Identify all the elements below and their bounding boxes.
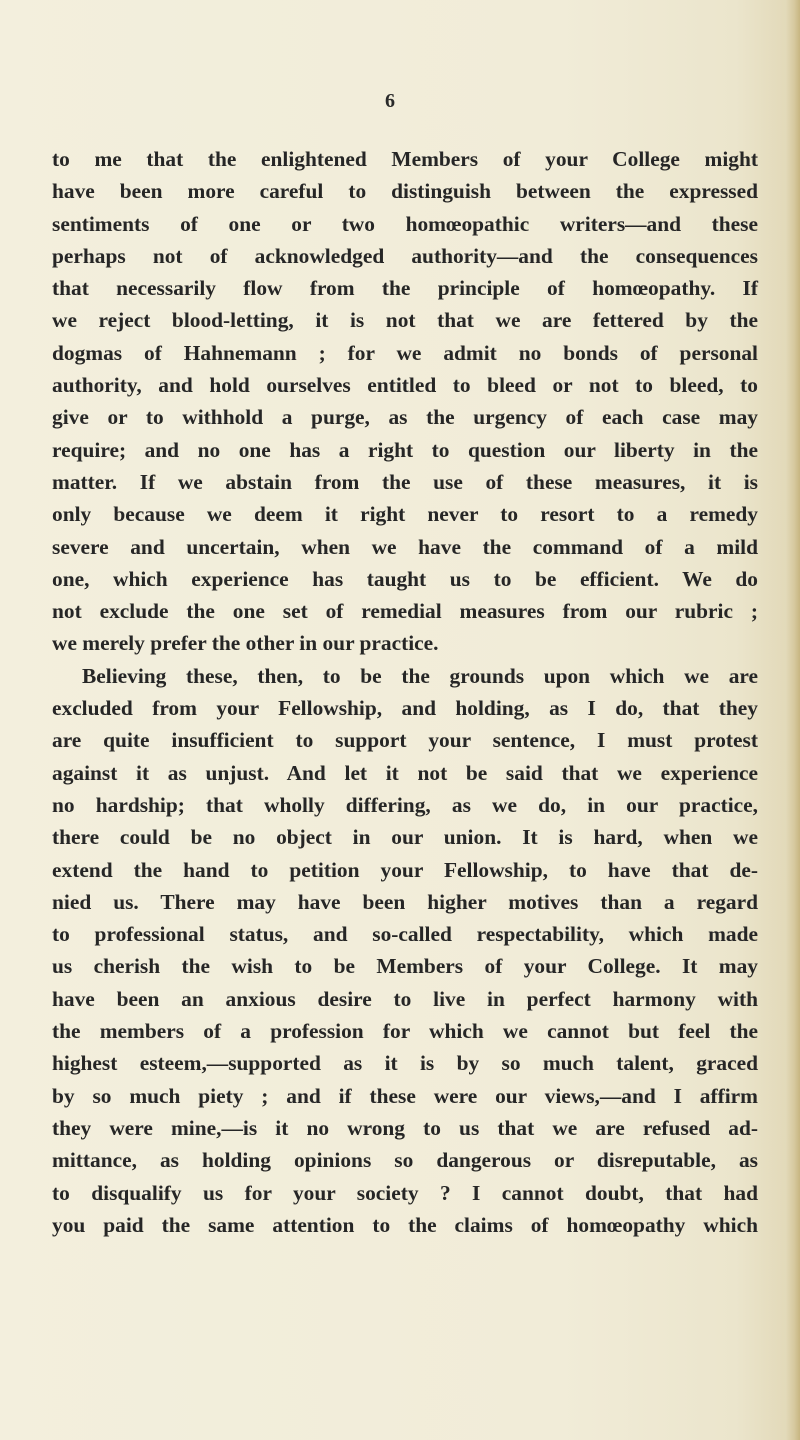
text-line: nied us. There may have been higher motives than a regard	[52, 889, 758, 914]
text-line: you paid the same attention to the claims of homœopathy which	[52, 1212, 758, 1237]
text-line: the members of a profession for which we cannot but feel the	[52, 1019, 758, 1044]
text-line: not exclude the one set of remedial measures from our rubric ;	[52, 599, 758, 624]
text-line: by so much piety ; and if these were our views,—and I affirm	[52, 1083, 758, 1108]
text-line: only because we deem it right never to resort to a remedy	[52, 502, 758, 527]
page-edge-shadow	[786, 0, 800, 1440]
text-line: give or to withhold a purge, as the urgency of each case may	[52, 405, 758, 430]
text-line: have been more careful to distinguish between the expressed	[52, 179, 758, 204]
text-line: to me that the enlightened Members of your College might	[52, 147, 758, 171]
text-line: mittance, as holding opinions so dangerous or disreputable, as	[52, 1148, 758, 1173]
text-line: matter. If we abstain from the use of these measures, it is	[52, 469, 758, 494]
text-line: to professional status, and so-called respectability, which made	[52, 922, 758, 947]
text-line: we merely prefer the other in our practice.	[52, 631, 439, 656]
text-line: have been an anxious desire to live in perfect harmony with	[52, 986, 758, 1011]
text-line: that necessarily flow from the principle of homœopathy. If	[52, 276, 758, 301]
body-text	[52, 143, 758, 1241]
text-line: excluded from your Fellowship, and holding, as I do, that they	[52, 696, 758, 721]
text-line: us cherish the wish to be Members of your College. It may	[52, 954, 758, 979]
text-line: Believing these, then, to be the grounds upon which we are	[82, 663, 758, 688]
text-line: authority, and hold ourselves entitled to bleed or not to bleed, to	[52, 373, 758, 398]
text-line: there could be no object in our union. It is hard, when we	[52, 825, 758, 850]
text-line: require; and no one has a right to question our liberty in the	[52, 437, 758, 462]
text-line: against it as unjust. And let it not be said that we experience	[52, 760, 758, 785]
text-line: perhaps not of acknowledged authority—and the consequences	[52, 243, 758, 268]
text-line: highest esteem,—supported as it is by so much talent, graced	[52, 1051, 758, 1076]
text-line: sentiments of one or two homœopathic writers—and these	[52, 211, 758, 236]
text-line: we reject blood-letting, it is not that we are fettered by the	[52, 308, 758, 333]
text-line: are quite insufficient to support your sentence, I must protest	[52, 728, 758, 753]
text-line: one, which experience has taught us to be efficient. We do	[52, 566, 758, 591]
text-line: to disqualify us for your society ? I cannot doubt, that had	[52, 1180, 758, 1205]
text-line: dogmas of Hahnemann ; for we admit no bonds of personal	[52, 340, 758, 365]
text-line: severe and uncertain, when we have the command of a mild	[52, 534, 758, 559]
text-line: extend the hand to petition your Fellowship, to have that de-	[52, 857, 758, 882]
text-line: they were mine,—is it no wrong to us that we are refused ad-	[52, 1115, 758, 1140]
text-line: no hardship; that wholly differing, as we do, in our practice,	[52, 792, 758, 817]
page-number: 6	[385, 90, 395, 112]
